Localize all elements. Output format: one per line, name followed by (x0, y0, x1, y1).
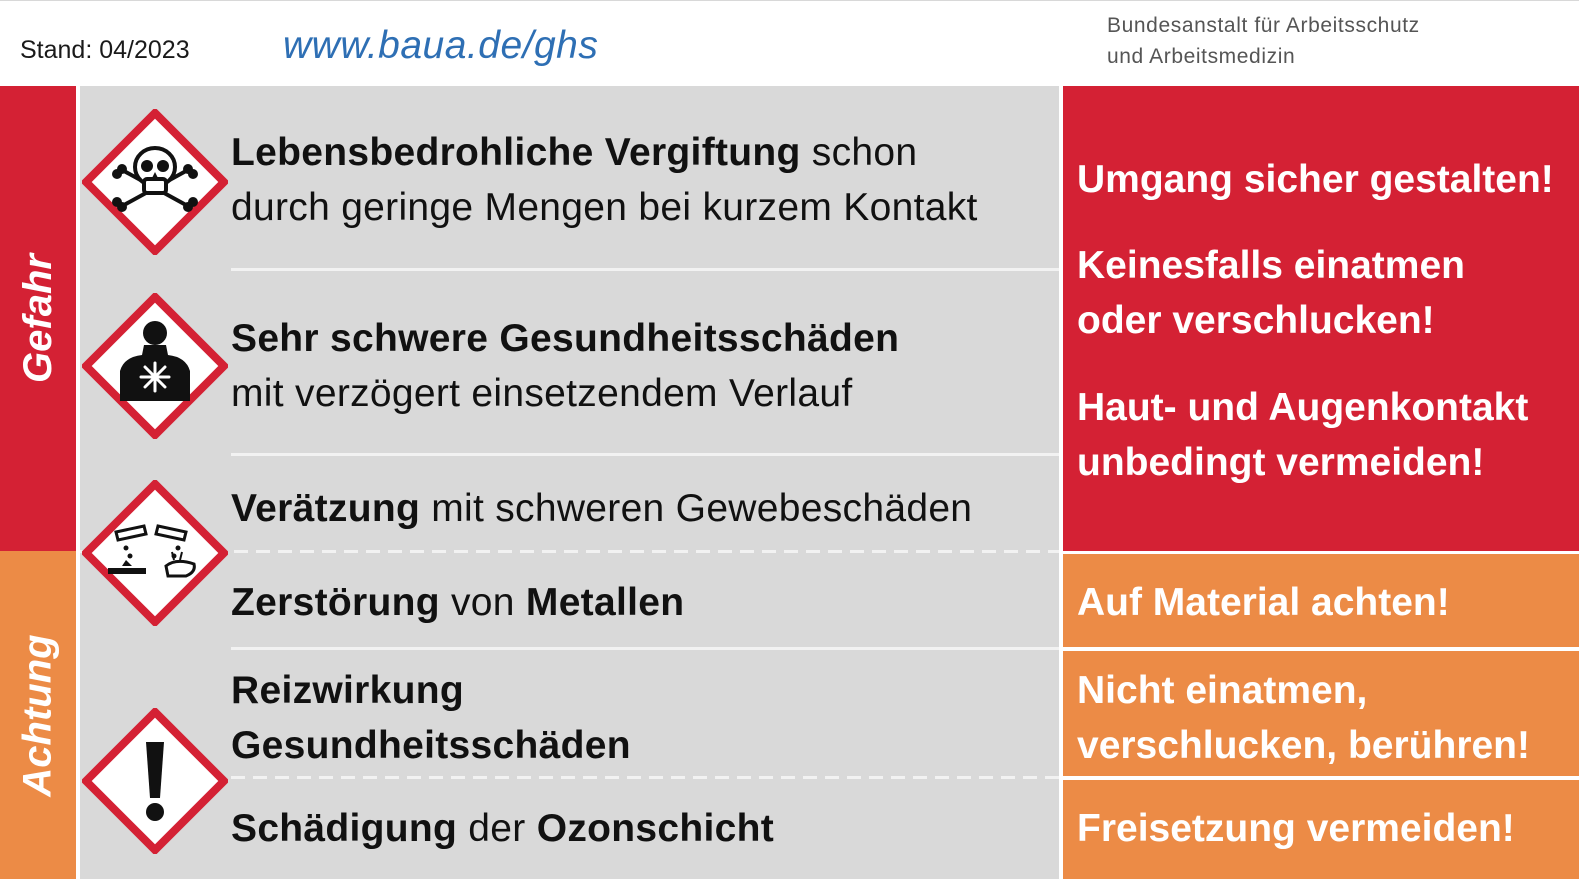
statement-bold: Zerstörung (231, 581, 440, 624)
statement-line: durch geringe Mengen bei kurzem Kontakt (231, 186, 978, 229)
top-border (0, 0, 1579, 1)
action-no-inhale-touch (1077, 663, 1530, 773)
action-line: Haut- und Augenkontakt (1077, 386, 1529, 429)
statement-text: mit schweren Gewebeschäden (420, 487, 973, 530)
statement-corrosion-metals (231, 575, 684, 630)
statement-acute-toxicity (231, 125, 978, 235)
signal-word-achtung: Achtung (15, 633, 60, 797)
row-separator (231, 647, 1059, 650)
action-no-inhale-swallow (1077, 238, 1465, 348)
statement-irritation (231, 663, 631, 773)
statement-bold: Reizwirkung (231, 669, 464, 712)
organization-name (1107, 10, 1420, 72)
statement-text: schon (800, 131, 918, 174)
website-link[interactable]: www.baua.de/ghs (283, 24, 599, 67)
statement-health-hazard (231, 311, 899, 421)
skull-and-crossbones-icon (82, 109, 228, 255)
signal-word-warning-band (0, 551, 76, 879)
date-stamp: Stand: 04/2023 (20, 36, 190, 64)
statement-line (231, 718, 631, 773)
statement-bold: Metallen (525, 581, 685, 624)
statement-text: der (457, 807, 537, 850)
action-line: Keinesfalls einatmen (1077, 244, 1465, 287)
statement-bold: Gesundheitsschäden (231, 724, 631, 767)
statement-line (231, 311, 899, 366)
exclamation-mark-icon (82, 708, 228, 854)
action-avoid-skin-eye-contact (1077, 380, 1528, 490)
row-separator (231, 268, 1059, 271)
statement-line: mit verzögert einsetzendem Verlauf (231, 372, 853, 415)
statement-corrosion-skin (231, 481, 972, 536)
statement-line (231, 125, 978, 180)
action-safe-handling: Umgang sicher gestalten! (1077, 158, 1554, 201)
statement-bold: Lebensbedrohliche Vergiftung (231, 131, 801, 174)
statement-bold: Schädigung (231, 807, 458, 850)
statement-text: von (439, 581, 526, 624)
health-hazard-icon (82, 293, 228, 439)
action-line: Nicht einatmen, (1077, 669, 1368, 712)
action-material-care: Auf Material achten! (1077, 581, 1450, 624)
action-line: verschlucken, berühren! (1077, 724, 1530, 767)
corrosion-icon (82, 480, 228, 626)
statement-bold: Sehr schwere Gesundheitsschäden (231, 317, 900, 360)
row-separator (231, 453, 1059, 456)
org-line-1: Bundesanstalt für Arbeitsschutz (1107, 14, 1420, 37)
statement-bold: Ozonschicht (536, 807, 775, 850)
statement-bold: Verätzung (231, 487, 421, 530)
action-line: unbedingt vermeiden! (1077, 441, 1485, 484)
action-line: oder verschlucken! (1077, 299, 1435, 342)
statement-line (231, 663, 631, 718)
org-line-2: und Arbeitsmedizin (1107, 45, 1296, 68)
signal-word-danger-band (0, 86, 76, 551)
statement-ozone (231, 801, 774, 856)
row-separator-dashed (231, 776, 1059, 779)
signal-word-gefahr: Gefahr (15, 254, 60, 383)
action-avoid-release: Freisetzung vermeiden! (1077, 807, 1515, 850)
